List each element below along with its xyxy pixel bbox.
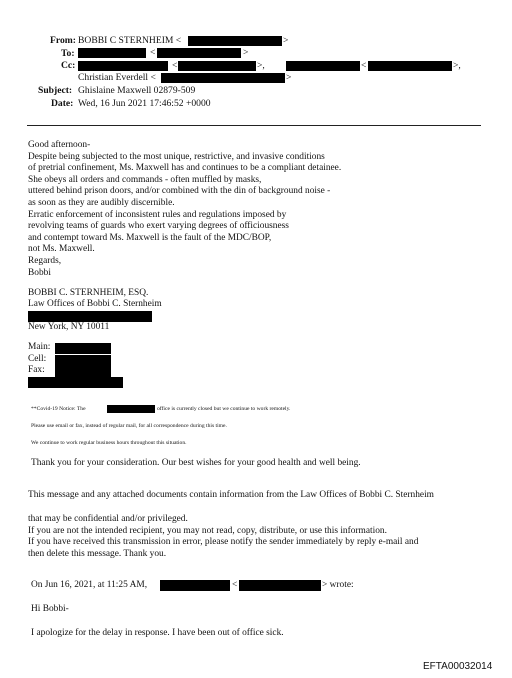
from-close: > [283, 35, 289, 46]
closing-thanks: Thank you for your consideration. Our best wishes for your good health and well being. [31, 458, 361, 468]
date-value: Wed, 16 Jun 2021 17:46:52 +0000 [78, 98, 211, 109]
subject-label: Subject: [38, 85, 73, 96]
body-line: not Ms. Maxwell. [28, 244, 95, 255]
body-line: uttered behind prison doors, and/or combined with the din of background noise - [28, 186, 331, 197]
cc-name-everdell: Christian Everdell < [78, 72, 156, 83]
cc-open-1: < [172, 60, 178, 71]
cc-label: Cc: [61, 60, 76, 71]
redaction-cc-email-2 [368, 61, 452, 71]
reply-intro: On Jun 16, 2021, at 11:25 AM, [31, 580, 148, 590]
from-label: From: [50, 35, 76, 46]
notice-email-fax: Please use email or fax, instead of regular mail, for all correspondence during this time. [31, 423, 227, 429]
body-line: of pretrial confinement, Ms. Maxwell has and continues to be a compliant detainee. [28, 163, 342, 174]
cc-sep-2: >, [453, 60, 461, 71]
cc-sep-1: >, [257, 60, 265, 71]
body-line: and contempt toward Ms. Maxwell is the fault of the MDC/BOP, [28, 232, 272, 243]
redaction-cc-email-3 [161, 73, 285, 83]
signature-city: New York, NY 10011 [28, 322, 110, 332]
body-line: She obeys all orders and commands - often muffled by masks, [28, 174, 262, 185]
redaction-to-name [78, 48, 146, 58]
notice-business-hours: We continue to work regular business hours throughout this situation. [31, 440, 187, 446]
signature-firm: Law Offices of Bobbi C. Sternheim [28, 299, 162, 309]
redaction-reply-email [239, 580, 321, 591]
to-open: < [150, 47, 156, 58]
redaction-from-email [188, 36, 282, 46]
body-line: Erratic enforcement of inconsistent rules and regulations imposed by [28, 209, 287, 220]
redaction-address [28, 311, 152, 322]
body-line: as soon as they are audibly discernible. [28, 198, 175, 208]
redaction-reply-name [160, 580, 230, 591]
redaction-cc-email-1 [178, 61, 256, 71]
confidentiality-line: then delete this message. Thank you. [28, 548, 167, 559]
cc-close-3: > [286, 72, 292, 83]
reply-wrote: > wrote: [322, 580, 354, 590]
redaction-fax [55, 366, 111, 377]
header-divider [27, 125, 481, 126]
to-label: To: [61, 48, 75, 59]
covid-prefix: **Covid-19 Notice: The [31, 406, 86, 412]
body-line: Bobbi [28, 267, 51, 278]
body-line: Regards, [28, 256, 62, 266]
fax-label: Fax: [28, 365, 45, 375]
cc-open-2: < [361, 60, 367, 71]
reply-text: I apologize for the delay in response. I have been out of office sick. [31, 628, 284, 638]
body-line: Good afternoon- [28, 140, 91, 150]
redaction-office [107, 405, 155, 413]
confidentiality-line: that may be confidential and/or privileged. [28, 514, 188, 524]
reply-greeting: Hi Bobbi- [31, 604, 69, 614]
document-id: EFTA00032014 [423, 661, 493, 672]
date-label: Date: [51, 98, 74, 109]
redaction-email [28, 377, 123, 388]
confidentiality-line: If you are not the intended recipient, you may not read, copy, distribute, or use this information. [28, 525, 387, 536]
redaction-cc-name-1 [78, 61, 168, 71]
cell-label: Cell: [28, 353, 47, 364]
covid-suffix: office is currently closed but we continue to work remotely. [157, 406, 291, 412]
redaction-cc-name-2 [286, 61, 360, 71]
confidentiality-line: This message and any attached documents contain information from the Law Offices of Bobbi C. Sternheim [28, 490, 434, 500]
reply-open: < [232, 580, 238, 590]
redaction-to-email [157, 48, 241, 58]
body-line: revolving teams of guards who exert varying degrees of officiousness [28, 221, 289, 232]
body-line: Despite being subjected to the most unique, restrictive, and invasive conditions [28, 151, 325, 162]
confidentiality-line: If you have received this transmission in error, please notify the sender immediately by reply e-mail and [28, 537, 419, 548]
signature-name: BOBBI C. STERNHEIM, ESQ. [28, 288, 149, 298]
main-label: Main: [28, 342, 51, 352]
subject-value: Ghislaine Maxwell 02879-509 [78, 85, 196, 96]
redaction-main-phone [55, 343, 111, 354]
redaction-cell-phone [55, 355, 111, 366]
to-close: > [243, 47, 249, 58]
from-name: BOBBI C STERNHEIM < [78, 35, 182, 46]
